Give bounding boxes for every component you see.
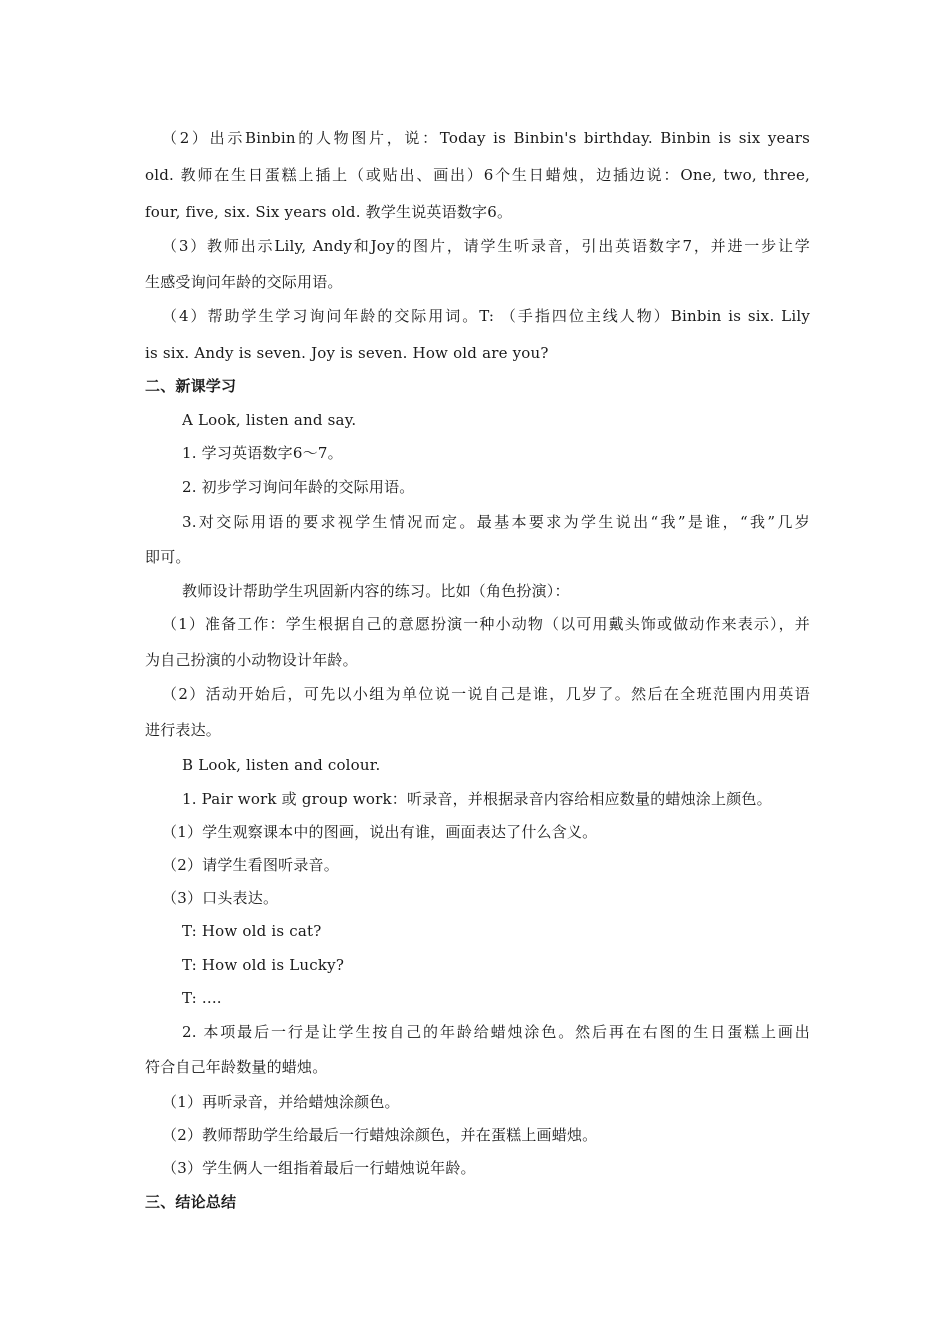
paragraph-2-line-3: four, five, six. Six years old. 教学生说英语数字6。 bbox=[145, 203, 513, 221]
preparation-line-2: 为自己扮演的小动物设计年龄。 bbox=[145, 651, 358, 669]
dialogue-line-2: T: How old is Lucky? bbox=[182, 956, 345, 974]
part-b-item-1-sub-3: （3）口头表达。 bbox=[162, 889, 279, 907]
part-b-item-2-line-2: 符合自己年龄数量的蜡烛。 bbox=[145, 1058, 328, 1076]
part-a-item-2: 2. 初步学习询问年龄的交际用语。 bbox=[182, 478, 415, 496]
part-b-item-2-sub-2: （2）教师帮助学生给最后一行蜡烛涂颜色，并在蛋糕上画蜡烛。 bbox=[162, 1126, 598, 1144]
paragraph-4-line-1: （4）帮助学生学习询问年龄的交际用词。T: （手指四位主线人物）Binbin is six. Lily bbox=[162, 307, 810, 325]
part-a-item-3-line-1: 3.对交际用语的要求视学生情况而定。最基本要求为学生说出“我”是谁，“我”几岁 bbox=[182, 513, 810, 531]
practice-intro: 教师设计帮助学生巩固新内容的练习。比如（角色扮演）： bbox=[182, 582, 570, 600]
part-b-item-1-sub-2: （2）请学生看图听录音。 bbox=[162, 856, 339, 874]
part-b-title: B Look, listen and colour. bbox=[182, 756, 381, 774]
dialogue-line-3: T: .... bbox=[182, 989, 222, 1007]
paragraph-2-line-1: （2）出示Binbin的人物图片，说：Today is Binbin's birthday. Binbin is six years bbox=[162, 129, 810, 147]
activity-line-2: 进行表达。 bbox=[145, 721, 222, 739]
paragraph-2-line-2: old. 教师在生日蛋糕上插上（或贴出、画出）6个生日蜡烛，边插边说：One, two, three, bbox=[145, 166, 810, 184]
part-a-title: A Look, listen and say. bbox=[182, 411, 357, 429]
preparation-line-1: （1）准备工作：学生根据自己的意愿扮演一种小动物（以可用戴头饰或做动作来表示），并 bbox=[162, 615, 810, 633]
part-b-item-2-sub-1: （1）再听录音，并给蜡烛涂颜色。 bbox=[162, 1093, 400, 1111]
paragraph-3-line-2: 生感受询问年龄的交际用语。 bbox=[145, 273, 343, 291]
section-3-heading: 三、结论总结 bbox=[145, 1193, 237, 1211]
part-b-item-1-sub-1: （1）学生观察课本中的图画，说出有谁，画面表达了什么含义。 bbox=[162, 823, 598, 841]
paragraph-3-line-1: （3）教师出示Lily, Andy和Joy的图片，请学生听录音，引出英语数字7，并进一步让学 bbox=[162, 237, 810, 255]
part-b-item-1: 1. Pair work 或 group work：听录音，并根据录音内容给相应数量的蜡烛涂上颜色。 bbox=[182, 790, 772, 808]
part-a-item-3-line-2: 即可。 bbox=[145, 548, 191, 566]
part-a-item-1: 1. 学习英语数字6～7。 bbox=[182, 444, 343, 462]
section-2-heading: 二、新课学习 bbox=[145, 377, 237, 395]
paragraph-4-line-2: is six. Andy is seven. Joy is seven. How old are you? bbox=[145, 344, 549, 362]
part-b-item-2-sub-3: （3）学生俩人一组指着最后一行蜡烛说年龄。 bbox=[162, 1159, 476, 1177]
activity-line-1: （2）活动开始后，可先以小组为单位说一说自己是谁，几岁了。然后在全班范围内用英语 bbox=[162, 685, 810, 703]
part-b-item-2-line-1: 2. 本项最后一行是让学生按自己的年龄给蜡烛涂色。然后再在右图的生日蛋糕上画出 bbox=[182, 1023, 810, 1041]
dialogue-line-1: T: How old is cat? bbox=[182, 922, 322, 940]
